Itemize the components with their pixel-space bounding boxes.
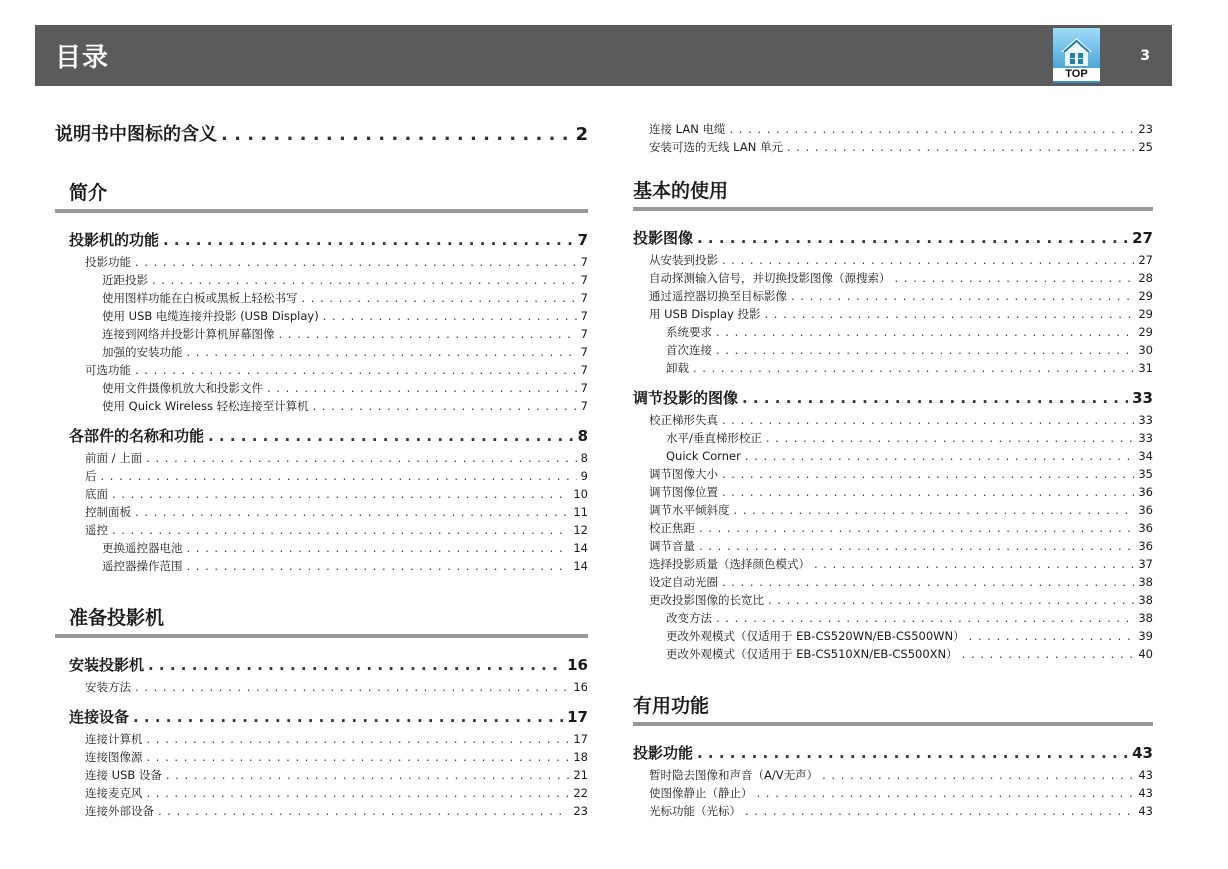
toc-group-connect (55, 704, 588, 820)
toc-entry[interactable] (666, 447, 1153, 465)
toc-entry-icon-meaning[interactable]: 说明书中图标的含义 . . . 2 (55, 120, 588, 150)
toc-entry-page: 36 (1138, 521, 1153, 535)
section-title-basic: 基本的使用 (633, 178, 1153, 211)
leader-dots (187, 557, 570, 575)
toc-entry-title: 安装投影机 (69, 656, 145, 674)
toc-entry-page: 27 (1132, 229, 1153, 247)
leader-dots (791, 287, 1134, 305)
leader-dots (895, 269, 1135, 287)
leader-dots (697, 225, 1128, 251)
toc-entry-title: Quick Corner (666, 449, 741, 463)
toc-entry-title: 后 (85, 469, 97, 483)
leader-dots (969, 627, 1135, 645)
toc-entry[interactable] (649, 120, 1153, 138)
toc-entry-title: 使用图样功能在白板或黑板上轻松书写 (102, 291, 298, 305)
leader-dots (323, 307, 577, 325)
toc-entry-title: 从安装到投影 (649, 253, 718, 267)
leader-dots (764, 305, 1134, 323)
leader-dots (112, 521, 569, 539)
leader-dots (787, 138, 1134, 156)
toc-entry-title: 前面 / 上面 (85, 451, 143, 465)
toc-entry[interactable] (649, 251, 1153, 269)
toc-group-install (55, 652, 588, 696)
leader-dots (734, 501, 1135, 519)
toc-entry-title: 改变方法 (666, 611, 712, 625)
leader-dots (745, 802, 1134, 820)
leader-dots (135, 361, 577, 379)
toc-group-continued (633, 120, 1153, 156)
leader-dots (302, 289, 577, 307)
toc-entry-title: 安装方法 (85, 680, 131, 694)
toc-entry-page: 23 (1138, 122, 1153, 136)
section-title-intro: 简介 (55, 180, 588, 213)
toc-entry[interactable] (649, 784, 1153, 802)
toc-entry-page: 23 (573, 804, 588, 818)
toc-entry-title: 投影图像 (633, 229, 694, 247)
toc-entry-title: 使用 USB 电缆连接并投影 (USB Display) (102, 309, 319, 323)
toc-entry[interactable] (666, 627, 1153, 645)
page-title: 目录 (55, 43, 110, 73)
toc-entry-page: 43 (1138, 786, 1153, 800)
toc-entry-title: 水平/垂直梯形校正 (666, 431, 762, 445)
toc-entry-title: 更改外观模式（仅适用于 EB-CS510XN/EB-CS500XN） (666, 647, 958, 661)
toc-entry-page: 7 (580, 363, 588, 377)
toc-entry[interactable] (69, 652, 588, 678)
toc-entry-title: 各部件的名称和功能 (69, 427, 205, 445)
toc-entry[interactable] (633, 385, 1153, 411)
leader-dots (757, 784, 1135, 802)
toc-entry-page: 35 (1138, 467, 1153, 481)
toc-entry-page: 11 (573, 505, 588, 519)
leader-dots (148, 652, 563, 678)
toc-entry[interactable] (649, 138, 1153, 156)
leader-dots (147, 748, 570, 766)
toc-entry-title: 连接图像源 (85, 750, 143, 764)
toc-entry-page: 16 (567, 656, 588, 674)
toc-entry-title: 使图像静止（静止） (649, 786, 753, 800)
toc-entry-title: 暂时隐去图像和声音（A/V无声） (649, 768, 819, 782)
toc-entry-title: 连接到网络并投影计算机屏幕图像 (102, 327, 275, 341)
toc-entry[interactable] (102, 343, 588, 361)
toc-entry-title: 投影功能 (85, 255, 131, 269)
toc-entry-page: 8 (577, 427, 588, 445)
leader-dots (133, 704, 563, 730)
toc-entry[interactable] (102, 325, 588, 343)
toc-entry[interactable] (69, 704, 588, 730)
toc-entry[interactable] (85, 503, 588, 521)
toc-entry[interactable] (102, 539, 588, 557)
toc-entry-title: 连接 LAN 电缆 (649, 122, 726, 136)
toc-entry-page: 7 (580, 273, 588, 287)
toc-entry[interactable] (85, 802, 588, 820)
toc-entry[interactable] (649, 766, 1153, 784)
toc-entry-page: 43 (1132, 744, 1153, 762)
toc-entry[interactable] (666, 609, 1153, 627)
toc-entry[interactable] (649, 591, 1153, 609)
toc-entry-page: 7 (580, 345, 588, 359)
leader-dots (716, 323, 1134, 341)
toc-entry-title: 校正梯形失真 (649, 413, 718, 427)
toc-entry-page: 7 (577, 231, 588, 249)
leader-dots (146, 449, 576, 467)
toc-entry-page: 22 (573, 786, 588, 800)
toc-entry[interactable] (102, 379, 588, 397)
toc-entry[interactable] (649, 501, 1153, 519)
section-title-prepare: 准备投影机 (55, 605, 588, 638)
toc-entry[interactable] (666, 429, 1153, 447)
toc-entry-page: 14 (573, 559, 588, 573)
toc-entry[interactable] (649, 269, 1153, 287)
toc-entry-page: 38 (1138, 575, 1153, 589)
toc-entry-page: 9 (580, 469, 588, 483)
toc-entry-page: 7 (580, 381, 588, 395)
leader-dots (147, 784, 570, 802)
toc-entry[interactable] (649, 802, 1153, 820)
toc-entry-title: 调节水平倾斜度 (649, 503, 730, 517)
toc-entry-title: 连接 USB 设备 (85, 768, 162, 782)
toc-entry-title: 底面 (85, 487, 108, 501)
toc-entry-page: 37 (1138, 557, 1153, 571)
toc-entry[interactable] (85, 361, 588, 379)
leader-dots (187, 539, 570, 557)
toc-entry[interactable] (649, 465, 1153, 483)
toc-entry-page: 7 (580, 399, 588, 413)
toc-entry-title: 调节音量 (649, 539, 695, 553)
toc-entry[interactable] (85, 485, 588, 503)
toc-entry-title: 投影机的功能 (69, 231, 160, 249)
top-button[interactable] (1053, 28, 1100, 83)
leader-dots (135, 503, 569, 521)
leader-dots (722, 573, 1134, 591)
toc-entry-title: 可选功能 (85, 363, 131, 377)
leader-dots (221, 120, 571, 150)
toc-entry[interactable] (649, 573, 1153, 591)
toc-left-column (55, 120, 588, 820)
leader-dots (187, 343, 577, 361)
toc-entry-page: 33 (1132, 389, 1153, 407)
leader-dots (722, 465, 1134, 483)
toc-entry-page: 30 (1138, 343, 1153, 357)
toc-entry-page: 33 (1138, 431, 1153, 445)
leader-dots (693, 359, 1134, 377)
toc-entry-page: 21 (573, 768, 588, 782)
toc-entry[interactable] (85, 253, 588, 271)
leader-dots (722, 251, 1134, 269)
toc-group-proj-funcs (633, 740, 1153, 820)
toc-entry-page: 38 (1138, 611, 1153, 625)
leader-dots (112, 485, 569, 503)
leader-dots (147, 730, 570, 748)
toc-entry[interactable] (69, 227, 588, 253)
leader-dots (716, 609, 1134, 627)
toc-entry-title: 投影功能 (633, 744, 694, 762)
toc-entry-page: 8 (580, 451, 588, 465)
leader-dots (166, 766, 569, 784)
toc-entry-page: 25 (1138, 140, 1153, 154)
toc-entry[interactable] (666, 323, 1153, 341)
leader-dots (729, 120, 1134, 138)
toc-entry-title: 调节投影的图像 (633, 389, 739, 407)
toc-entry-title: 自动探测输入信号，并切换投影图像（源搜索） (649, 271, 891, 285)
toc-entry-title: 设定自动光圈 (649, 575, 718, 589)
leader-dots (208, 423, 574, 449)
toc-entry-title: 连接外部设备 (85, 804, 154, 818)
toc-entry-title: 近距投影 (102, 273, 148, 287)
leader-dots (766, 429, 1134, 447)
toc-entry[interactable] (649, 287, 1153, 305)
toc-entry-page: 33 (1138, 413, 1153, 427)
toc-entry[interactable] (666, 359, 1153, 377)
leader-dots (152, 271, 577, 289)
toc-entry[interactable] (85, 678, 588, 696)
toc-entry[interactable] (102, 289, 588, 307)
leader-dots (742, 385, 1128, 411)
header-bar (35, 25, 1172, 86)
toc-entry-page: 18 (573, 750, 588, 764)
toc-entry-title: 调节图像位置 (649, 485, 718, 499)
toc-entry-title: 安装可选的无线 LAN 单元 (649, 140, 783, 154)
toc-entry[interactable] (85, 784, 588, 802)
section-title-useful: 有用功能 (633, 693, 1153, 726)
toc-entry[interactable] (102, 307, 588, 325)
toc-entry-title: 控制面板 (85, 505, 131, 519)
toc-entry-title: 遥控 (85, 523, 108, 537)
toc-entry[interactable] (85, 766, 588, 784)
toc-entry[interactable] (649, 519, 1153, 537)
leader-dots (745, 447, 1135, 465)
toc-entry-page: 40 (1138, 647, 1153, 661)
toc-entry-page: 36 (1138, 485, 1153, 499)
leader-dots (267, 379, 577, 397)
toc-entry-page: 17 (573, 732, 588, 746)
leader-dots (135, 253, 577, 271)
leader-dots (814, 555, 1134, 573)
toc-entry-page: 7 (580, 291, 588, 305)
toc-entry-page: 29 (1138, 325, 1153, 339)
toc-entry-title: 更改外观模式（仅适用于 EB-CS520WN/EB-CS500WN） (666, 629, 965, 643)
toc-entry-page: 28 (1138, 271, 1153, 285)
toc-entry[interactable] (649, 555, 1153, 573)
toc-entry-title: 通过遥控器切换至目标影像 (649, 289, 787, 303)
toc-entry-page: 43 (1138, 768, 1153, 782)
toc-entry-page: 39 (1138, 629, 1153, 643)
toc-entry-page: 31 (1138, 361, 1153, 375)
top-label: TOP (1053, 68, 1100, 81)
leader-dots (699, 537, 1134, 555)
leader-dots (722, 411, 1134, 429)
toc-entry-page: 27 (1138, 253, 1153, 267)
toc-group-projecting (633, 225, 1153, 377)
toc-entry[interactable] (666, 341, 1153, 359)
leader-dots (699, 519, 1134, 537)
toc-entry-page: 10 (573, 487, 588, 501)
toc-entry-page: 7 (580, 255, 588, 269)
page-number: 3 (1140, 48, 1150, 64)
toc-entry-title: 更换遥控器电池 (102, 541, 183, 555)
toc-entry-title: 使用文件摄像机放大和投影文件 (102, 381, 263, 395)
toc-entry-title: 选择投影质量（选择颜色模式） (649, 557, 810, 571)
toc-entry-page: 36 (1138, 539, 1153, 553)
toc-entry[interactable] (85, 521, 588, 539)
toc-entry-page: 17 (567, 708, 588, 726)
toc-entry[interactable] (85, 467, 588, 485)
toc-entry-page: 7 (580, 327, 588, 341)
toc-entry[interactable] (633, 740, 1153, 766)
toc-entry[interactable] (666, 645, 1153, 663)
leader-dots (962, 645, 1135, 663)
toc-entry[interactable] (649, 411, 1153, 429)
toc-entry-title: 遥控器操作范围 (102, 559, 183, 573)
leader-dots (101, 467, 577, 485)
leader-dots (158, 802, 569, 820)
leader-dots (279, 325, 577, 343)
leader-dots (768, 591, 1134, 609)
toc-entry[interactable] (85, 730, 588, 748)
toc-entry-title: 调节图像大小 (649, 467, 718, 481)
toc-group-parts (55, 423, 588, 575)
toc-entry[interactable] (102, 271, 588, 289)
toc-entry-page: 38 (1138, 593, 1153, 607)
toc-entry[interactable] (633, 225, 1153, 251)
leader-dots (313, 397, 577, 415)
leader-dots (722, 483, 1134, 501)
toc-entry[interactable] (102, 557, 588, 575)
toc-entry-title: 校正焦距 (649, 521, 695, 535)
toc-entry[interactable] (649, 483, 1153, 501)
toc-entry-page: 7 (580, 309, 588, 323)
toc-entry-title: 首次连接 (666, 343, 712, 357)
toc-right-column (633, 120, 1153, 820)
toc-entry[interactable] (85, 449, 588, 467)
toc-entry-title: 用 USB Display 投影 (649, 307, 761, 321)
toc-entry-title: 系统要求 (666, 325, 712, 339)
toc-entry-title: 加强的安装功能 (102, 345, 183, 359)
toc-entry[interactable] (69, 423, 588, 449)
toc-entry-title: 连接麦克风 (85, 786, 143, 800)
leader-dots (163, 227, 574, 253)
toc-entry-page: 43 (1138, 804, 1153, 818)
toc-group-adjusting (633, 385, 1153, 663)
toc-entry-title: 更改投影图像的长宽比 (649, 593, 764, 607)
leader-dots (135, 678, 569, 696)
toc-entry-title: 使用 Quick Wireless 轻松连接至计算机 (102, 399, 309, 413)
toc-entry-title: 卸载 (666, 361, 689, 375)
toc-entry-page: 36 (1138, 503, 1153, 517)
leader-dots (716, 341, 1134, 359)
toc-entry-title: 连接设备 (69, 708, 130, 726)
toc-entry[interactable] (649, 537, 1153, 555)
toc-entry-page: 29 (1138, 289, 1153, 303)
toc-entry[interactable] (649, 305, 1153, 323)
toc-entry-title: 连接计算机 (85, 732, 143, 746)
toc-entry-page: 34 (1138, 449, 1153, 463)
toc-group-features (55, 227, 588, 415)
leader-dots (697, 740, 1128, 766)
toc-entry-page: 14 (573, 541, 588, 555)
toc-entry-page: 12 (573, 523, 588, 537)
toc-entry[interactable] (85, 748, 588, 766)
toc-entry-title: 光标功能（光标） (649, 804, 741, 818)
leader-dots (822, 766, 1134, 784)
toc-entry-page: 16 (573, 680, 588, 694)
toc-entry-page: 29 (1138, 307, 1153, 321)
toc-entry[interactable] (102, 397, 588, 415)
